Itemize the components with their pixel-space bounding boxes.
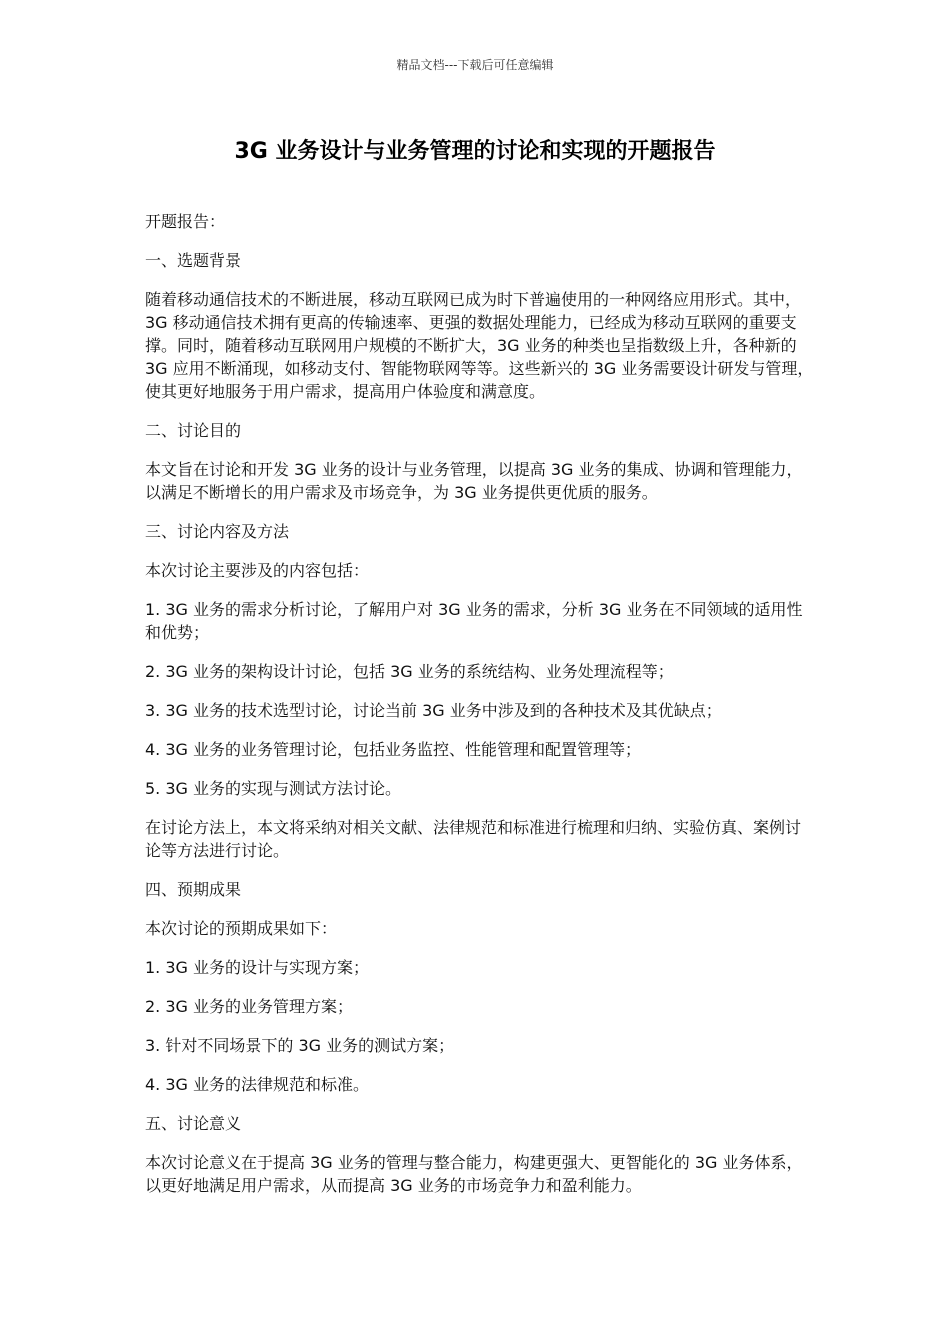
section-heading-purpose: 二、讨论目的 <box>145 421 242 440</box>
list-item-content-1: 1. 3G 业务的需求分析讨论，了解用户对 3G 业务的需求，分析 3G 业务在不同领域的适用性和优势； <box>145 600 803 642</box>
list-item-result-1: 1. 3G 业务的设计与实现方案； <box>145 958 370 977</box>
list-item-content-2: 2. 3G 业务的架构设计讨论，包括 3G 业务的系统结构、业务处理流程等； <box>145 662 674 681</box>
page-header: 精品文档---下载后可任意编辑 <box>396 58 554 72</box>
section-heading-expected-results: 四、预期成果 <box>145 880 242 899</box>
section-heading-content-methods: 三、讨论内容及方法 <box>145 522 290 541</box>
document-title: 3G 业务设计与业务管理的讨论和实现的开题报告 <box>234 139 716 164</box>
paragraph-intro-label: 开题报告： <box>145 212 226 231</box>
paragraph-purpose: 本文旨在讨论和开发 3G 业务的设计与业务管理，以提高 3G 业务的集成、协调和管理能力，以满足不断增长的用户需求及市场竞争，为 3G 业务提供更优质的服务。 <box>145 460 803 502</box>
paragraph-background: 随着移动通信技术的不断进展，移动互联网已成为时下普遍使用的一种网络应用形式。其中，3G 移动通信技术拥有更高的传输速率、更强的数据处理能力，已经成为移动互联网的重要支撑。同时，随着移动互联网用户规模的不断扩大，3G 业务的种类也呈指数级上升，各种新的 3G 应用不断涌现，如移动支付、智能物联网等等。这些新兴的 3G 业务需要设计研发与管理，使其更好地服务于用户需求，提高用户体验度和满意度。 <box>145 290 814 401</box>
section-heading-significance: 五、讨论意义 <box>145 1114 242 1133</box>
paragraph-methods: 在讨论方法上，本文将采纳对相关文献、法律规范和标准进行梳理和归纳、实验仿真、案例讨论等方法进行讨论。 <box>145 818 802 860</box>
section-heading-background: 一、选题背景 <box>145 251 242 270</box>
list-item-content-5: 5. 3G 业务的实现与测试方法讨论。 <box>145 779 402 798</box>
paragraph-results-intro: 本次讨论的预期成果如下： <box>145 919 338 938</box>
paragraph-content-intro: 本次讨论主要涉及的内容包括： <box>145 561 370 580</box>
list-item-content-3: 3. 3G 业务的技术选型讨论，讨论当前 3G 业务中涉及到的各种技术及其优缺点； <box>145 701 722 720</box>
list-item-result-3: 3. 针对不同场景下的 3G 业务的测试方案； <box>145 1036 455 1055</box>
list-item-result-4: 4. 3G 业务的法律规范和标准。 <box>145 1075 370 1094</box>
paragraph-significance: 本次讨论意义在于提高 3G 业务的管理与整合能力，构建更强大、更智能化的 3G 业务体系，以更好地满足用户需求，从而提高 3G 业务的市场竞争力和盈利能力。 <box>145 1153 803 1195</box>
list-item-result-2: 2. 3G 业务的业务管理方案； <box>145 997 354 1016</box>
list-item-content-4: 4. 3G 业务的业务管理讨论，包括业务监控、性能管理和配置管理等； <box>145 740 642 759</box>
document-body <box>145 210 815 1213</box>
